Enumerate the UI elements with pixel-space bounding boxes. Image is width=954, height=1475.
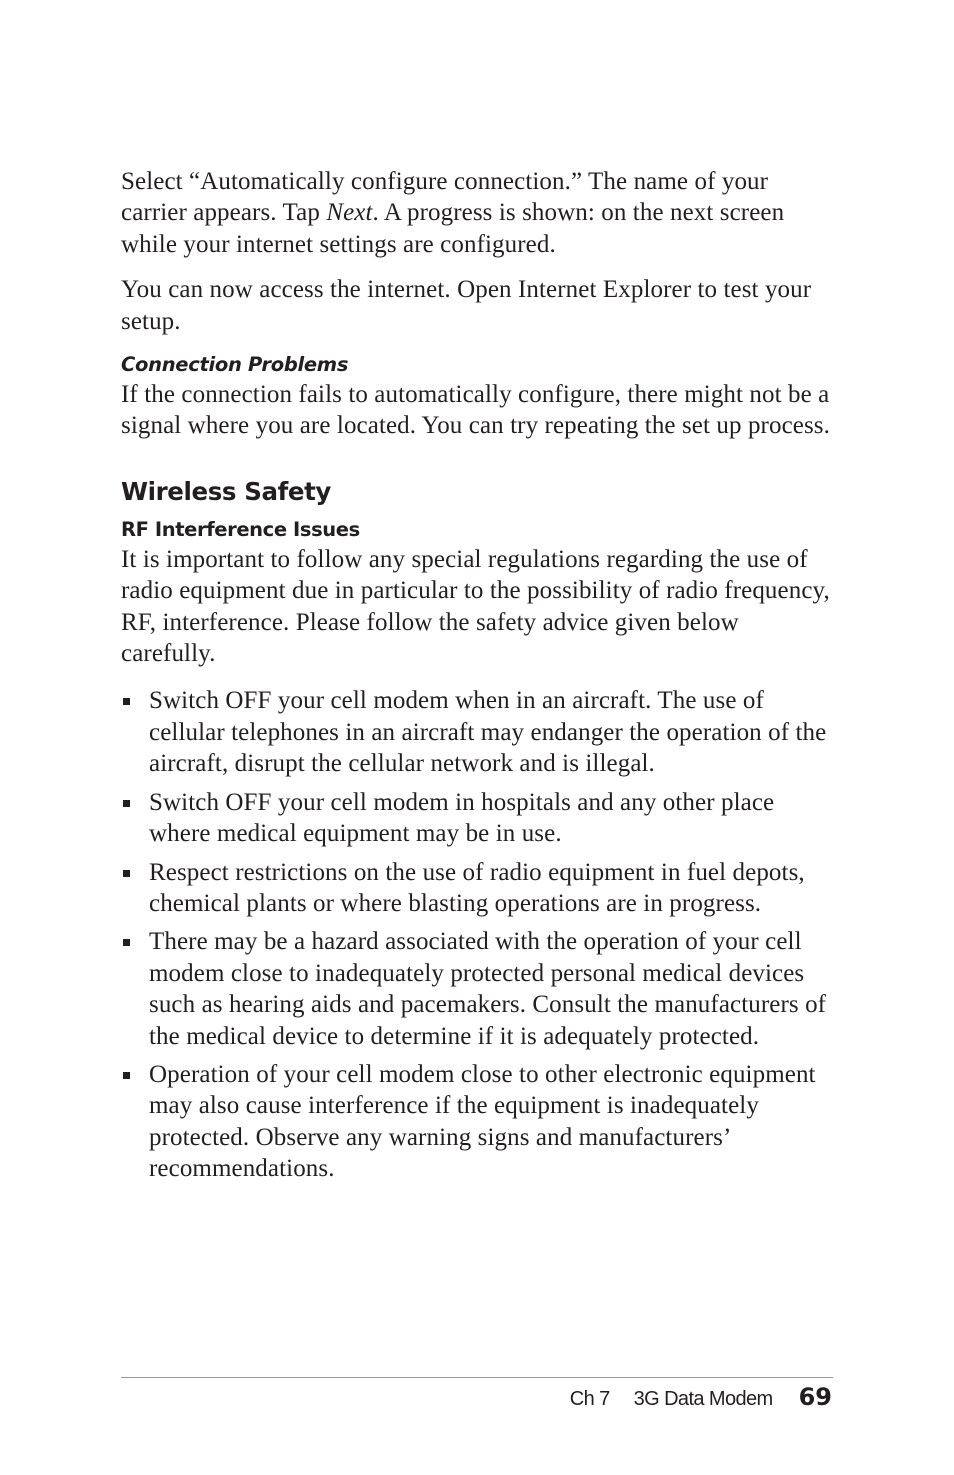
list-item: [121, 857, 833, 920]
safety-bullet-list: [121, 685, 833, 1184]
bullet-text: Switch OFF your cell modem in hospitals and any other place where medical equipment may be in use.: [149, 788, 775, 848]
square-bullet-icon: [123, 698, 130, 705]
bullet-text: Switch OFF your cell modem when in an aircraft. The use of cellular telephones in an aircraft may endanger the operation of the aircraft, disrupt the cellular network and is illegal.: [149, 687, 827, 778]
square-bullet-icon: [123, 870, 130, 877]
list-item: [121, 1059, 833, 1185]
wireless-safety-heading: Wireless Safety: [121, 476, 331, 506]
square-bullet-icon: [123, 800, 130, 807]
intro-paragraph-2: You can now access the internet. Open Internet Explorer to test your setup.: [121, 276, 812, 335]
connection-problems-heading: Connection Problems: [121, 353, 349, 377]
square-bullet-icon: [123, 939, 130, 946]
bullet-text: Operation of your cell modem close to other electronic equipment may also cause interference if the equipment is inadequately protected. Observe any warning signs and manufacturers’ recommendations.: [149, 1060, 816, 1183]
intro-paragraph-1: [121, 166, 833, 260]
next-emphasis: Next: [326, 199, 373, 227]
intro-text-1a: Select “Automatically configure connection.” The name of your carrier appears. Tap: [121, 168, 769, 227]
footer-divider: [121, 1377, 833, 1378]
page-number: 69: [798, 1383, 832, 1411]
bullet-text: Respect restrictions on the use of radio equipment in fuel depots, chemical plants or where blasting operations are in progress.: [149, 858, 805, 917]
footer-chapter: Ch 7: [569, 1388, 610, 1410]
square-bullet-icon: [123, 1072, 130, 1079]
rf-interference-heading: RF Interference Issues: [121, 517, 360, 541]
list-item: [121, 685, 833, 779]
list-item: [121, 787, 833, 850]
page-footer: [570, 1383, 832, 1419]
list-item: [121, 926, 833, 1052]
connection-problems-body: If the connection fails to automatically configure, there might not be a signal where you are located. You can try repeating the set up process.: [121, 381, 830, 440]
bullet-text: There may be a hazard associated with the operation of your cell modem close to inadequately protected personal medical devices such as hearing aids and pacemakers. Consult the manufacturers of the medical device to determine if it is adequately protected.: [149, 928, 827, 1050]
rf-interference-body: It is important to follow any special regulations regarding the use of radio equipment due in particular to the possibility of radio frequency, RF, interference. Please follow the safety advice given below carefully.: [121, 545, 830, 668]
footer-chapter-title: 3G Data Modem: [633, 1388, 773, 1410]
page-content: [121, 166, 833, 1192]
intro-text-1b: . A progress is shown: on the next screen while your internet settings are configured.: [121, 199, 785, 258]
